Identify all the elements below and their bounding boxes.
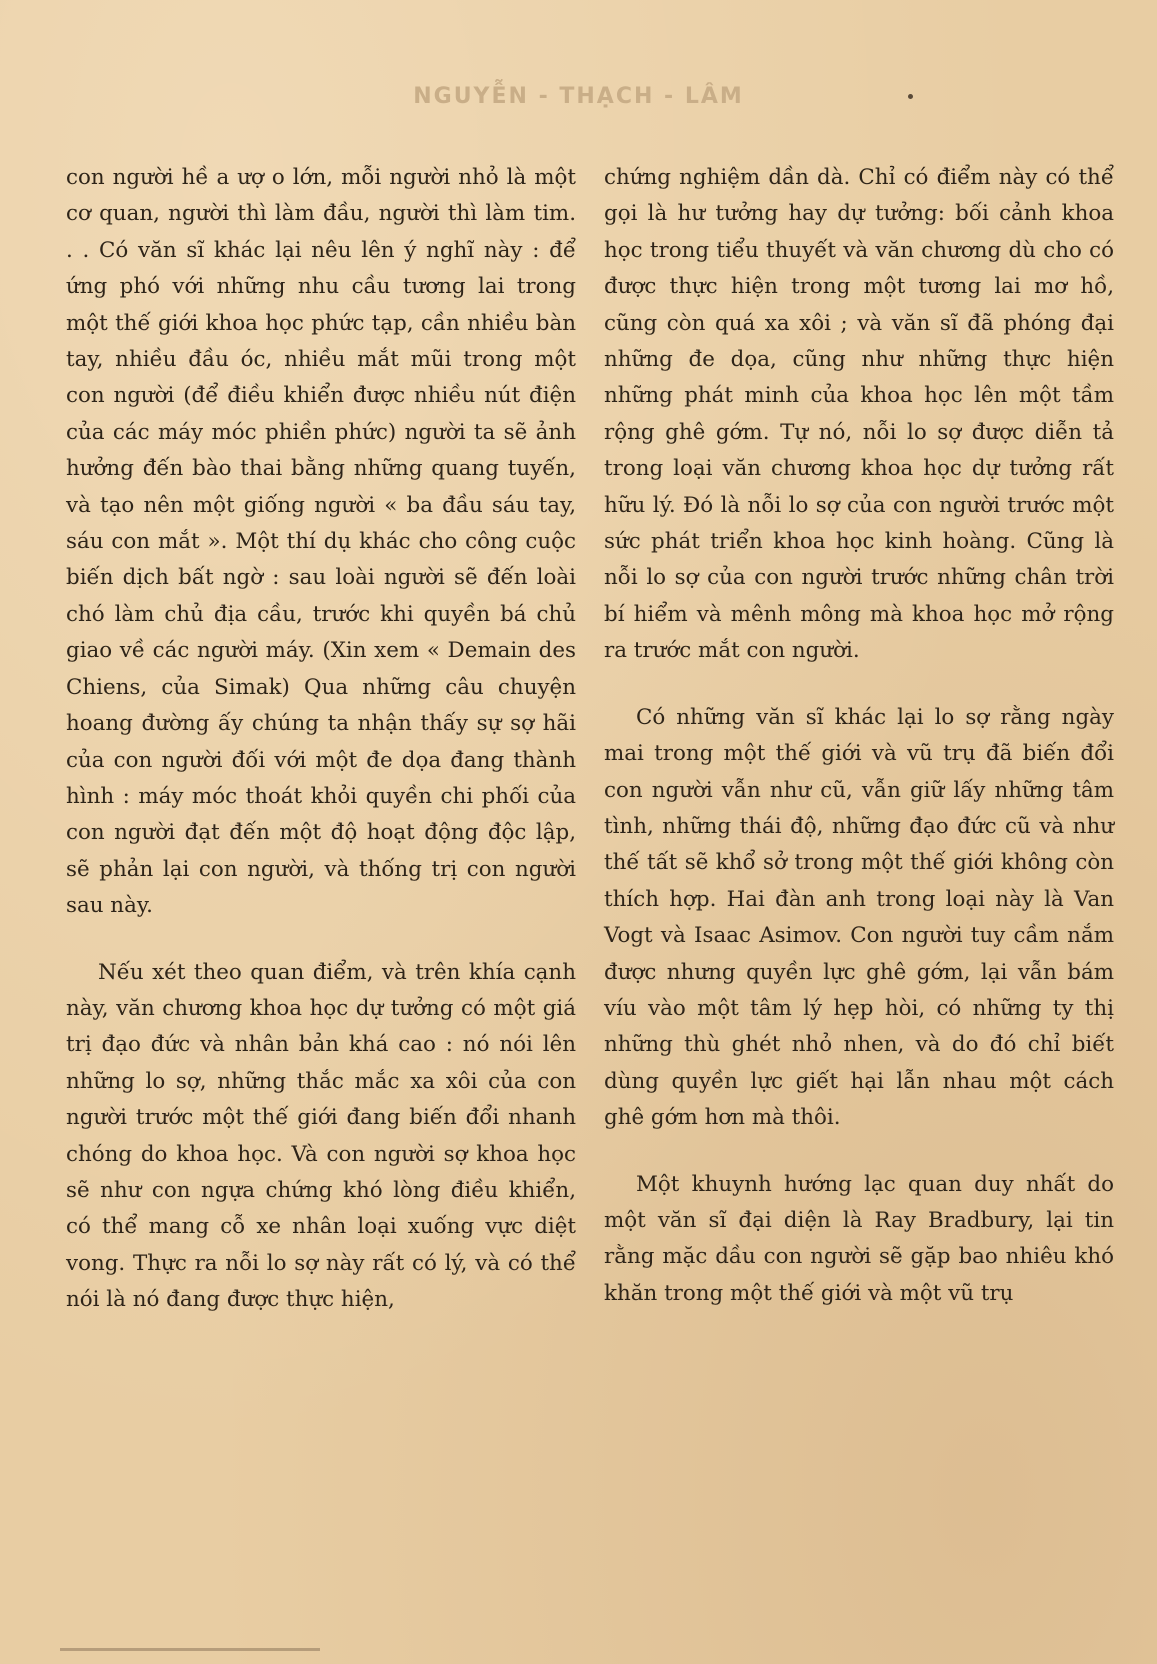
left-paragraph-2: Nếu xét theo quan điểm, và trên khía cạnh này, văn chương khoa học dự tưởng có một giá trị đạo đức và nhân bản khá cao : nó nói lên những lo sợ, những thắc mắc xa xôi của con người trước một thế giới đang biến đổi nhanh chóng do khoa học. Và con người sợ khoa học sẽ như con ngựa chứng khó lòng điều khiển, có thể mang cỗ xe nhân loại xuống vực diệt vong. Thực ra nỗi lo sợ này rất có lý, và có thể nói là nó đang được thực hiện, [66, 959, 576, 1313]
left-column [66, 160, 576, 1319]
header-dot [908, 94, 913, 99]
right-paragraph-3: Một khuynh hướng lạc quan duy nhất do một văn sĩ đại diện là Ray Bradbury, lại tin rằng mặc dầu con người sẽ gặp bao nhiêu khó khăn trong một thế giới và một vũ trụ [604, 1171, 1114, 1306]
right-paragraph-1: chứng nghiệm dần dà. Chỉ có điểm này có thể gọi là hư tưởng hay dự tưởng: bối cảnh khoa học trong tiểu thuyết và văn chương dù cho có được thực hiện trong một tương lai mơ hồ, cũng còn quá xa xôi ; và văn sĩ đã phóng đại những đe dọa, cũng như những thực hiện những phát minh của khoa học lên một tầm rộng ghê gớm. Tự nó, nỗi lo sợ được diễn tả trong loại văn chương khoa học dự tưởng rất hữu lý. Đó là nỗi lo sợ của con người trước một sức phát triển khoa học kinh hoàng. Cũng là nỗi lo sợ của con người trước những chân trời bí hiểm và mênh mông mà khoa học mở rộng ra trước mắt con người. [604, 165, 1114, 664]
left-paragraph-1: con người hề a ượ o lớn, mỗi người nhỏ là một cơ quan, người thì làm đầu, người thì làm tim. . . Có văn sĩ khác lại nêu lên ý nghĩ này : để ứng phó với những nhu cầu tương lai trong một thế giới khoa học phức tạp, cần nhiều bàn tay, nhiều đầu óc, nhiều mắt mũi trong một con người (để điều khiển được nhiều nút điện của các máy móc phiền phức) người ta sẽ ảnh hưởng đến bào thai bằng những quang tuyến, và tạo nên một giống người « ba đầu sáu tay, sáu con mắt ». Một thí dụ khác cho công cuộc biến dịch bất ngờ : sau loài người sẽ đến loài chó làm chủ địa cầu, trước khi quyền bá chủ giao về các người máy. (Xin xem « Demain des Chiens, của Simak) Qua những câu chuyện hoang đường ấy chúng ta nhận thấy sự sợ hãi của con người đối với một đe dọa đang thành hình : máy móc thoát khỏi quyền chi phối của con người đạt đến một độ hoạt động độc lập, sẽ phản lại con người, và thống trị con người sau này. [66, 165, 576, 919]
right-column [604, 160, 1114, 1312]
right-paragraph-2: Có những văn sĩ khác lại lo sợ rằng ngày mai trong một thế giới và vũ trụ đã biến đổi con người vẫn như cũ, vẫn giữ lấy những tâm tình, những thái độ, những đạo đức cũ và như thế tất sẽ khổ sở trong một thế giới không còn thích hợp. Hai đàn anh trong loại này là Van Vogt và Isaac Asimov. Con người tuy cầm nắm được nhưng quyền lực ghê gớm, lại vẫn bám víu vào một tâm lý hẹp hòi, có những ty thị những thù ghét nhỏ nhen, và do đó chỉ biết dùng quyền lực giết hại lẫn nhau một cách ghê gớm hơn mà thôi. [604, 704, 1114, 1131]
footer-rule [60, 1648, 320, 1651]
running-header: NGUYỄN - THẠCH - LÂM [413, 84, 744, 109]
